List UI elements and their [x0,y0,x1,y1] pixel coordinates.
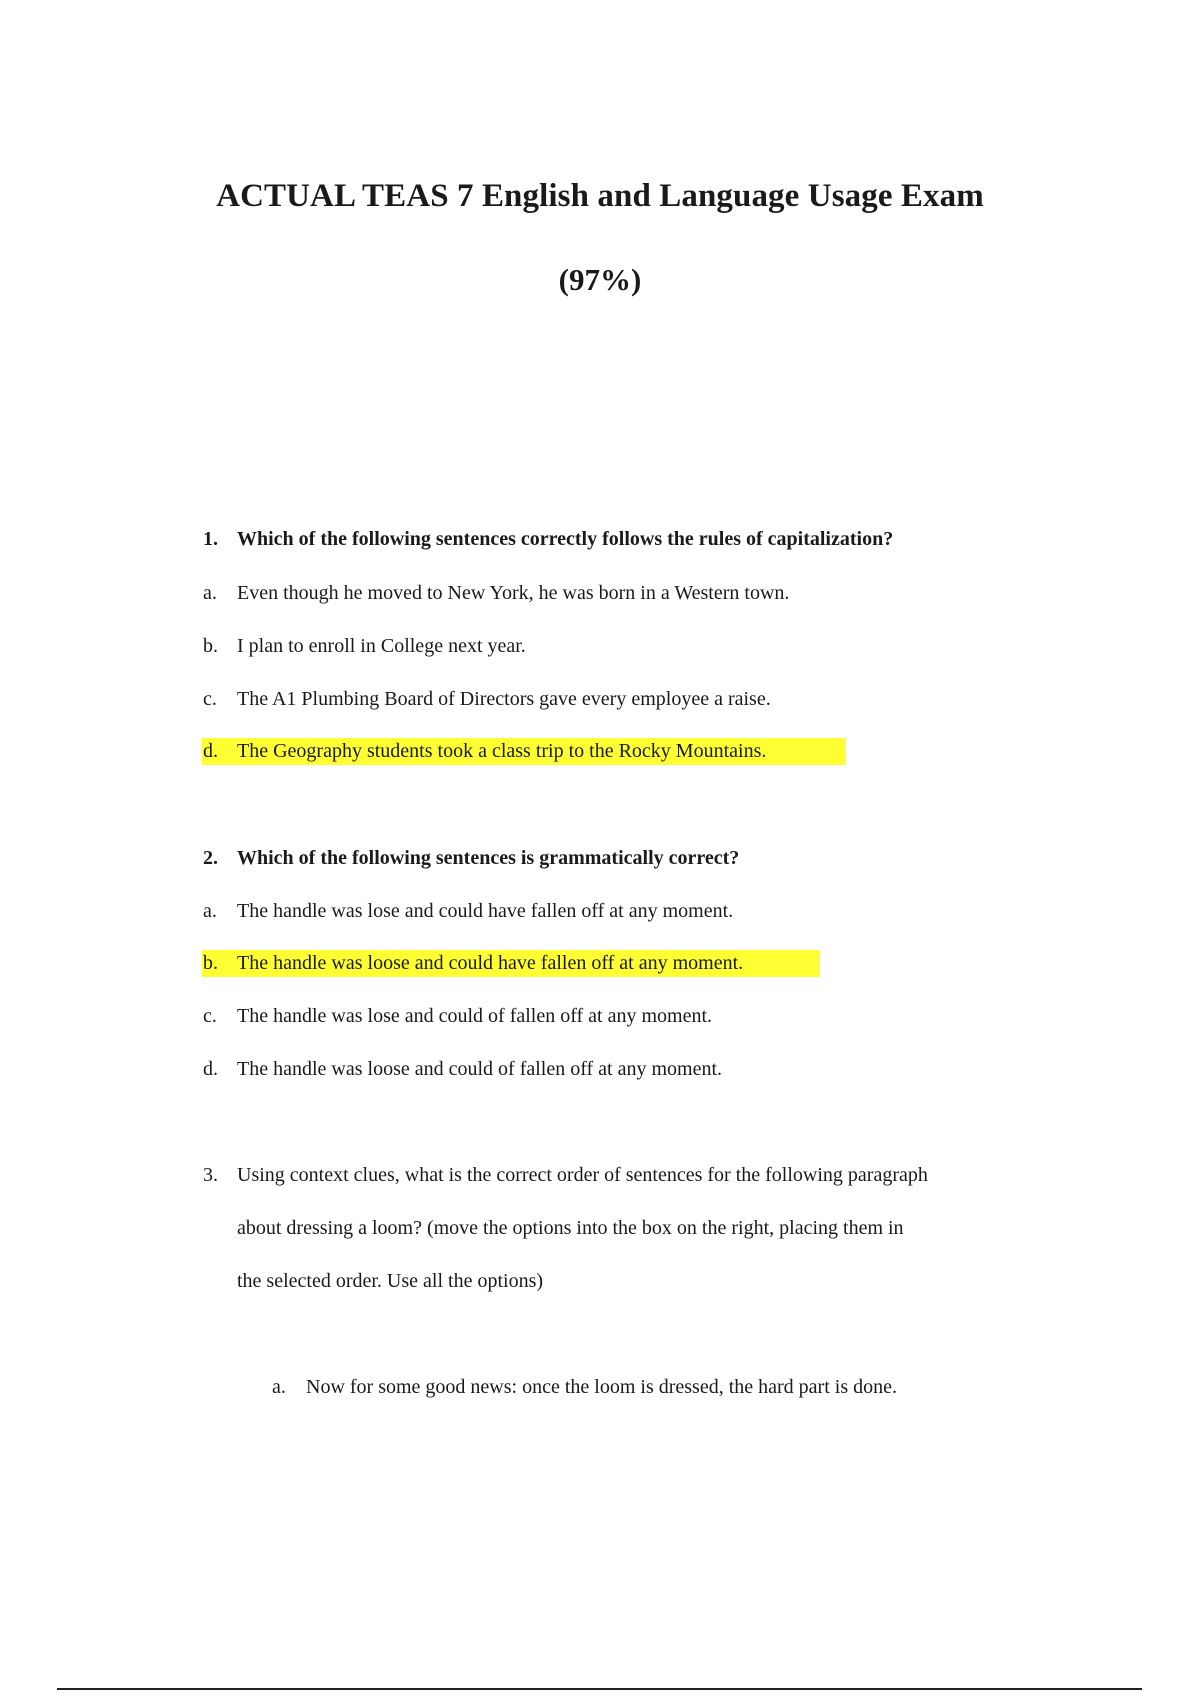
option-text: The Geography students took a class trip to the Rocky Mountains. [237,740,767,762]
option-text: The handle was lose and could have fallen off at any moment. [237,900,734,922]
option-letter: d. [203,740,218,762]
option-text: The handle was loose and could have fallen off at any moment. [237,952,744,974]
option-text: Even though he moved to New York, he was born in a Western town. [237,582,790,604]
option-text: I plan to enroll in College next year. [237,635,526,657]
option-text: Now for some good news: once the loom is dressed, the hard part is done. [306,1376,897,1398]
option-letter: c. [203,688,217,710]
option-text: The handle was lose and could of fallen off at any moment. [237,1005,713,1027]
option-letter: b. [203,635,218,657]
option-letter: a. [203,900,217,922]
document-score: (97%) [558,262,642,297]
option-letter: a. [272,1376,286,1398]
question-stem-line: Using context clues, what is the correct order of sentences for the following paragraph [237,1164,928,1186]
option-text: The A1 Plumbing Board of Directors gave every employee a raise. [237,688,771,710]
question-number: 1. [203,528,218,550]
option-letter: c. [203,1005,217,1027]
option-letter: b. [203,952,218,974]
footer-rule [57,1688,1142,1690]
question-number: 3. [203,1164,218,1186]
option-letter: d. [203,1058,218,1080]
document-title: ACTUAL TEAS 7 English and Language Usage Exam [216,178,984,214]
question-number: 2. [203,847,218,869]
question-stem-line: about dressing a loom? (move the options into the box on the right, placing them in [237,1217,904,1239]
question-stem: Which of the following sentences is grammatically correct? [237,847,740,869]
option-letter: a. [203,582,217,604]
question-stem-line: the selected order. Use all the options) [237,1270,544,1292]
question-stem: Which of the following sentences correctly follows the rules of capitalization? [237,528,894,550]
option-text: The handle was loose and could of fallen off at any moment. [237,1058,723,1080]
